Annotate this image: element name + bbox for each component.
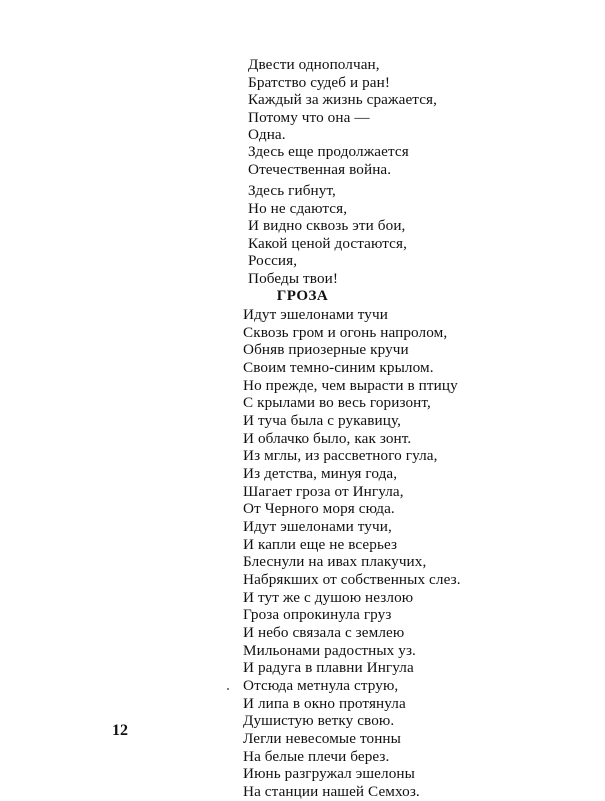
stanza-line: Одна. bbox=[248, 126, 286, 144]
poem-line: И облачко было, как зонт. bbox=[243, 429, 412, 447]
stanza-line: Братство судеб и ран! bbox=[248, 73, 391, 91]
poem-line: Легли невесомые тонны bbox=[243, 730, 401, 748]
poem-line: Июнь разгружал эшелоны bbox=[243, 765, 415, 783]
stanza-line: Но не сдаются, bbox=[248, 199, 348, 217]
page-number: 12 bbox=[112, 722, 128, 739]
poem-line: Блеснули на ивах плакучих, bbox=[243, 553, 427, 571]
poem-line: И небо связала с землею bbox=[243, 624, 405, 642]
poem-line: На белые плечи берез. bbox=[243, 747, 390, 765]
stanza-2 bbox=[248, 143, 409, 178]
poem-line: Сквозь гром и огонь напролом, bbox=[243, 323, 448, 341]
stanza-line: Здесь гибнут, bbox=[248, 182, 336, 199]
poem-line: И тут же с душою незлою bbox=[243, 588, 414, 606]
poem-title: ГРОЗА bbox=[276, 288, 329, 304]
poem-line: И капли еще не всерьез bbox=[243, 535, 398, 553]
poem-line: И туча была с рукавицу, bbox=[243, 412, 402, 430]
poem-line: Обняв приозерные кручи bbox=[243, 341, 409, 359]
poem-line: Идут эшелонами тучи bbox=[243, 306, 388, 323]
poem-line: Идут эшелонами тучи, bbox=[243, 518, 392, 536]
poem-line: И липа в окно протянула bbox=[243, 694, 406, 712]
stanza-3 bbox=[248, 182, 407, 288]
stanza-line: Здесь еще продолжается bbox=[248, 143, 409, 160]
poem-line: Набрякших от собственных слез. bbox=[243, 571, 461, 589]
poem-line: Мильонами радостных уз. bbox=[243, 641, 416, 659]
stanza-line: Потому что она — bbox=[248, 108, 370, 126]
stanza-line: Двести однополчан, bbox=[248, 56, 380, 73]
poem-line: И радуга в плавни Ингула bbox=[243, 659, 414, 677]
poem-line: Шагает гроза от Ингула, bbox=[243, 482, 404, 500]
poem-line: Но прежде, чем вырасти в птицу bbox=[243, 376, 458, 394]
stanza-line: Отечественная война. bbox=[248, 160, 392, 178]
stanza-1 bbox=[248, 56, 437, 144]
poem-line: На станции нашей Семхоз. bbox=[243, 783, 420, 801]
poem-line: Гроза опрокинула груз bbox=[243, 606, 392, 624]
stanza-line: Победы твои! bbox=[248, 269, 339, 287]
stanza-line: И видно сквозь эти бои, bbox=[248, 217, 406, 235]
poem-line: Из мглы, из рассветного гула, bbox=[243, 447, 438, 465]
poem-body bbox=[243, 306, 461, 801]
poem-line: С крылами во весь горизонт, bbox=[243, 394, 431, 412]
stanza-line: Какой ценой достаются, bbox=[248, 234, 408, 252]
stanza-line: Каждый за жизнь сражается, bbox=[248, 91, 438, 109]
poem-line: Своим темно-синим крылом. bbox=[243, 359, 434, 377]
stanza-line: Россия, bbox=[248, 252, 298, 270]
poem-line: Душистую ветку свою. bbox=[243, 712, 395, 730]
poem-line: Отсюда метнула струю, bbox=[243, 677, 399, 695]
poem-line: Из детства, минуя года, bbox=[243, 465, 398, 483]
poem-line: От Черного моря сюда. bbox=[243, 500, 395, 518]
print-speck bbox=[227, 688, 229, 690]
